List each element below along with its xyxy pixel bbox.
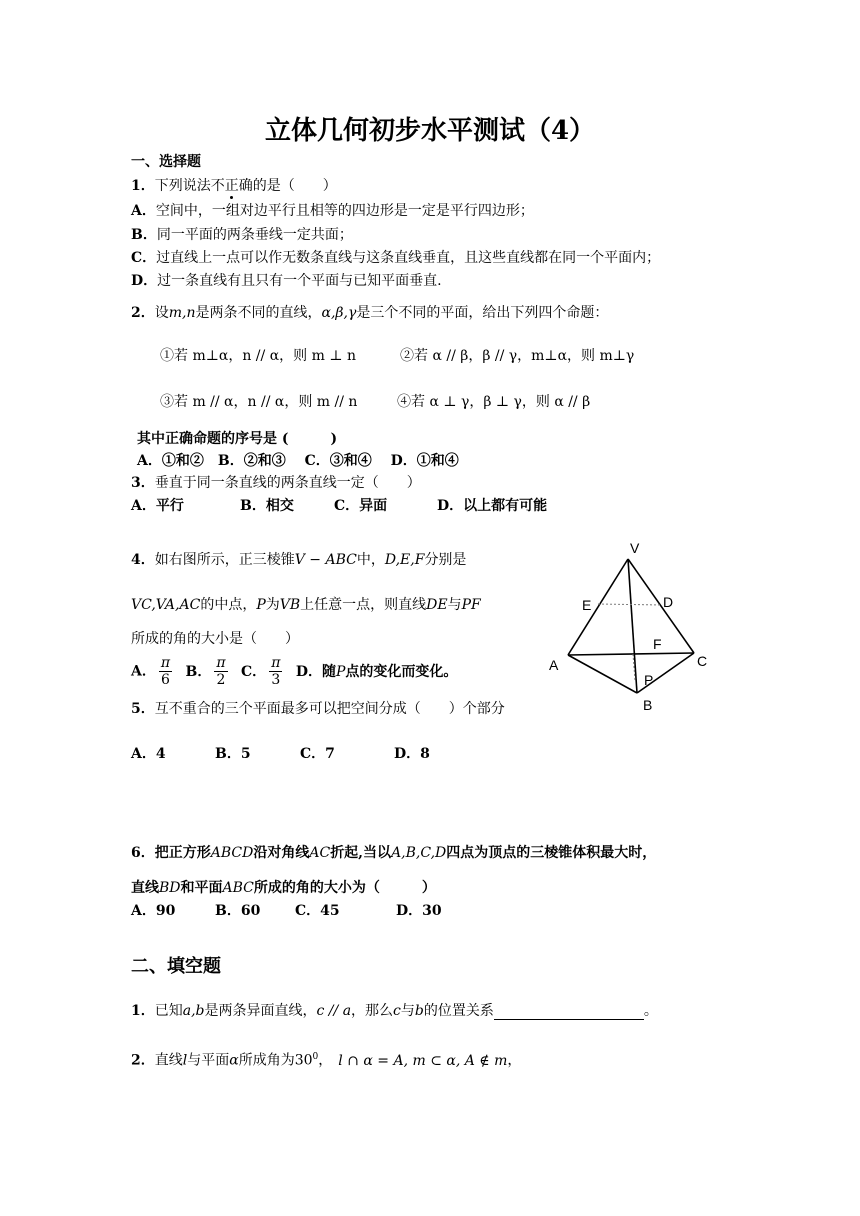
q5-option-b: B．5 (215, 746, 251, 762)
q2-ask: 其中正确命题的序号是 ( ) (137, 431, 338, 447)
q3-option-b: B．相交 (240, 498, 294, 514)
section-fill-heading: 二、填空题 (131, 956, 221, 977)
q1-number: 1． (131, 178, 155, 194)
q1-text-b: 确的是（ ） (238, 178, 337, 194)
q5-text: 互不重合的三个平面最多可以把空间分成（ ）个部分 (154, 701, 505, 717)
label-b: B (643, 697, 653, 713)
q4-text-1c: 中， (356, 552, 385, 568)
q4-pyramid: V − ABC (294, 552, 357, 568)
q6-option-a: A．90 (131, 903, 176, 919)
q6-vertices: A,B,C,D (391, 845, 447, 861)
q4-points: D,E,F (384, 552, 425, 568)
q2-lines: m,n (168, 305, 196, 321)
f1-b: b (414, 1003, 424, 1019)
q4-b-num: π (216, 655, 226, 671)
q4-text-2f: 上任意一点，则直线 (300, 597, 427, 613)
q2-prop-3: ③若 m // α，n // α，则 m // n (160, 394, 358, 410)
q1-b-text: 同一平面的两条垂线一定共面； (156, 227, 353, 243)
label-f: F (653, 636, 662, 652)
label-v: V (630, 540, 640, 556)
question-6-line-2 (131, 879, 436, 897)
q1-b-label: B． (131, 227, 157, 243)
q4-a-label: A． (131, 663, 156, 680)
section-choice-heading: 一、选择题 (131, 154, 201, 170)
f2-relation: l ∩ α = A, m ⊂ α, A ∉ m (338, 1052, 508, 1069)
q6-option-c: C．45 (295, 903, 340, 919)
f1-parallel: c // a (316, 1003, 352, 1019)
q4-d-text-b: 点的变化而变化。 (345, 663, 458, 680)
q6-text-1c: 沿对角线 (253, 845, 310, 861)
q1-option-a (131, 202, 534, 220)
q6-text-1g: 四点为顶点的三棱锥体积最大时， (446, 845, 657, 861)
question-4-line-3: 所成的角的大小是（ ） (131, 631, 299, 647)
q4-line-de: DE (426, 597, 448, 613)
q1-c-text: 过直线上一点可以作无数条直线与这条直线垂直，且这些直线都在同一个平面内； (156, 250, 661, 266)
f1-text-2: 是两条异面直线， (204, 1003, 317, 1019)
q6-diagonal: AC (309, 845, 331, 861)
q6-plane-abc: ABC (222, 880, 254, 896)
f2-text-1: 直线 (154, 1052, 183, 1069)
q4-text-2h: 与 (447, 597, 462, 613)
label-c: C (697, 653, 708, 669)
f2-text-2: 与平面 (187, 1052, 230, 1069)
pyramid-figure (540, 535, 720, 720)
q1-d-text: 过一条直线有且只有一个平面与已知平面垂直. (157, 273, 442, 289)
q2-text-1: 设 (154, 305, 169, 321)
q6-line-bd: BD (159, 880, 181, 896)
q4-line-pf: PF (461, 597, 481, 613)
q4-options (131, 655, 457, 688)
q4-text-1e: 分别是 (424, 552, 467, 568)
q3-text: 垂直于同一条直线的两条直线一定（ ） (154, 475, 421, 491)
q4-edges: VC,VA,AC (131, 597, 201, 613)
q1-option-b (131, 226, 353, 244)
q2-text-3: 是三个不同的平面，给出下列四个命题： (356, 305, 609, 321)
q2-number: 2． (131, 305, 155, 321)
f2-line-l: l (182, 1052, 188, 1069)
q2-text-2: 是两条不同的直线， (195, 305, 322, 321)
f2-text-3: 所成角为 (238, 1052, 295, 1069)
f1-text-5: 的位置关系 (423, 1003, 494, 1019)
q6-text-1a: 把正方形 (154, 845, 211, 861)
q3-option-a: A．平行 (131, 498, 184, 514)
f1-answer-blank[interactable] (494, 1005, 644, 1020)
q4-text-2d: 为 (265, 597, 280, 613)
f2-angle: 30 (294, 1052, 313, 1069)
q6-option-d: D．30 (396, 903, 442, 919)
q4-d-text-a: D．随 (295, 663, 336, 680)
q4-b-label: B． (185, 663, 212, 680)
q1-emphasis: 正 (224, 178, 239, 194)
q6-option-b: B．60 (215, 903, 261, 919)
q1-a-label: A． (131, 203, 156, 219)
label-p: P (644, 672, 654, 688)
q3-number: 3． (131, 475, 155, 491)
q6-text-2a: 直线 (131, 880, 159, 896)
f2-number: 2． (131, 1052, 155, 1069)
question-5 (131, 700, 505, 718)
f1-text-4: 与 (400, 1003, 415, 1019)
fill-question-2 (131, 1048, 521, 1070)
f2-plane-alpha: α (229, 1052, 239, 1069)
label-a: A (549, 657, 559, 673)
q4-number: 4． (131, 552, 155, 568)
q4-option-a-fraction (159, 655, 172, 688)
f1-c: c (393, 1003, 401, 1019)
q6-text-2c: 和平面 (180, 880, 223, 896)
label-d: D (663, 594, 674, 610)
q4-b-den: 2 (216, 672, 226, 688)
q6-text-1e: 折起,当以 (330, 845, 392, 861)
question-4-line-1 (131, 551, 466, 569)
q4-a-num: π (160, 655, 171, 671)
question-4-line-2 (131, 596, 481, 614)
q1-option-c (131, 249, 660, 267)
q5-option-c: C．7 (300, 746, 335, 762)
q4-c-den: 3 (271, 672, 281, 688)
q1-c-label: C． (131, 250, 157, 266)
q5-option-a: A．4 (131, 746, 166, 762)
q2-prop-4: ④若 α ⊥ γ，β ⊥ γ，则 α // β (397, 394, 591, 410)
f2-angle-sup: 0 (312, 1052, 319, 1062)
q4-edge-vb: VB (279, 597, 301, 613)
q2-prop-2: ②若 α // β，β // γ，m⊥α，则 m⊥γ (400, 348, 635, 364)
q4-option-b-fraction (214, 655, 227, 688)
f1-number: 1． (131, 1003, 155, 1019)
q4-text-1a: 如右图所示，正三棱锥 (154, 552, 295, 568)
q4-a-den: 6 (161, 672, 170, 688)
question-1 (131, 177, 337, 195)
question-2 (131, 304, 608, 322)
q2-prop-1: ①若 m⊥α，n // α，则 m ⊥ n (160, 348, 356, 364)
q4-option-c-fraction (269, 655, 282, 688)
q1-option-d (131, 272, 442, 290)
question-6-line-1 (131, 844, 656, 862)
q5-option-d: D．8 (394, 746, 430, 762)
label-e: E (582, 597, 592, 613)
q2-options: A．①和② B．②和③ C．③和④ D．①和④ (137, 453, 459, 469)
q1-a-text: 空间中，一组对边平行且相等的四边形是一定是平行四边形； (155, 203, 534, 219)
page-title: 立体几何初步水平测试（4） (264, 116, 596, 146)
q4-c-num: π (271, 655, 281, 671)
q6-number: 6． (131, 845, 155, 861)
q6-text-2e: 所成的角的大小为（ ） (253, 880, 436, 896)
f1-text-3: ，那么 (351, 1003, 394, 1019)
f2-text-4: ， (318, 1052, 333, 1069)
f1-text-6: 。 (643, 1003, 658, 1019)
q6-square: ABCD (210, 845, 254, 861)
f1-lines: a,b (182, 1003, 205, 1019)
q4-text-2b: 的中点， (200, 597, 257, 613)
q4-c-label: C． (241, 663, 267, 680)
fill-question-1 (131, 1002, 658, 1020)
q3-option-c: C．异面 (334, 498, 388, 514)
q3-option-d: D．以上都有可能 (437, 498, 548, 514)
f2-text-5: ， (507, 1052, 522, 1069)
q1-text-a: 下列说法不 (154, 178, 225, 194)
question-3 (131, 474, 421, 492)
q1-d-label: D． (131, 273, 158, 289)
q4-d-point: P (335, 663, 346, 680)
q4-point-p: P (256, 597, 266, 613)
f1-text-1: 已知 (154, 1003, 183, 1019)
q2-planes: α,β,γ (321, 305, 357, 321)
q5-number: 5． (131, 701, 155, 717)
